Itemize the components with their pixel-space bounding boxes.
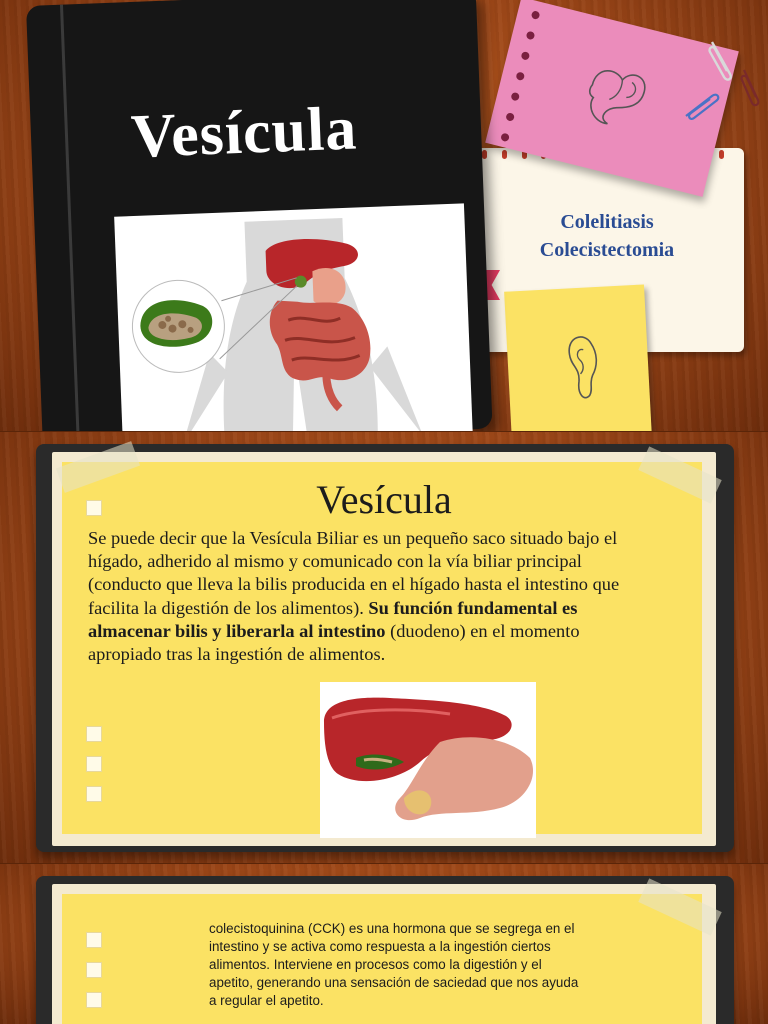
slide-paragraph [88,527,648,666]
note-topics [492,208,722,264]
slide-title: Vesícula [316,477,452,522]
checkbox-icon [86,932,102,948]
checkbox-icon [86,786,102,802]
checkbox-icon [86,726,102,742]
notebook-spine [60,5,80,432]
checkbox-icon [86,756,102,772]
slide-1 [0,0,768,432]
liver-stomach-image [320,682,536,838]
paperclip-icon [738,66,764,108]
digestive-system-image [114,203,473,432]
note-topic-colelitiasis: Colelitiasis [560,211,654,233]
slide-3 [0,864,768,1024]
checkbox-icon [86,992,102,1008]
paperclip-icon [704,38,738,84]
paperclip-icon [682,90,722,122]
yellow-sticky-note [504,284,652,432]
paragraph-text: Se puede decir que la Vesícula Biliar es un pequeño saco situado bajo el hígado, adherido al mismo y comunicado con la vía biliar principal (conducto que lleva la bilis producida en el hígado hasta el intestino que facilita la digestión de los alimentos). [88,528,620,618]
paragraph-text-end: (duodeno) en el momento apropiado tras la ingestión de alimentos. [88,620,580,665]
ear-sketch-icon [560,329,604,407]
paragraph-emphasis: Su función fundamental es almacenar bilis y liberarla al intestino [88,597,578,641]
slide-2 [0,432,768,864]
cck-paragraph: colecistoquinina (CCK) es una hormona que se segrega en el intestino y se activa como respuesta a la ingestión ciertos alimentos. Interviene en procesos como la digestión y el apetito, generando una sensación de saciedad que nos ayuda a regular el apetito. [209,921,579,1008]
notebook-title: Vesícula [129,94,359,172]
stomach-sketch-icon [573,53,668,140]
note-topic-colecistectomia: Colecistectomia [539,239,675,261]
checkbox-icon [86,500,102,516]
notebook-cover [26,0,493,432]
checkbox-icon [86,962,102,978]
